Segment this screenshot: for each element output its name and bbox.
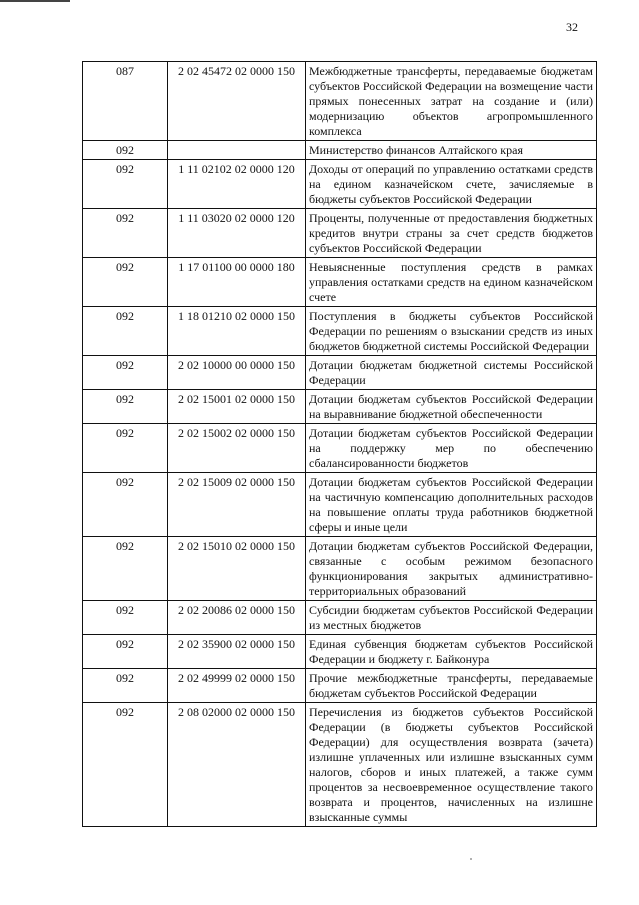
revenue-code-cell: 2 02 45472 02 0000 150: [168, 62, 306, 141]
revenue-code-cell: 2 02 15010 02 0000 150: [168, 537, 306, 601]
ministry-code-cell: 087: [83, 62, 168, 141]
table-row: [83, 390, 597, 424]
description-cell: Доходы от операций по управлению остатками средств на едином казначейском счете, зачисляемые в бюджеты субъектов Российской Федерации: [306, 160, 597, 209]
table-row: [83, 473, 597, 537]
page-number: 32: [566, 20, 578, 34]
revenue-code-cell: 1 18 01210 02 0000 150: [168, 307, 306, 356]
description-cell: Единая субвенция бюджетам субъектов Российской Федерации и бюджету г. Байконура: [306, 635, 597, 669]
ministry-code-cell: 092: [83, 669, 168, 703]
table-row: [83, 424, 597, 473]
ministry-code-cell: 092: [83, 160, 168, 209]
ministry-code-cell: 092: [83, 356, 168, 390]
description-cell: Дотации бюджетам субъектов Российской Федерации на выравнивание бюджетной обеспеченности: [306, 390, 597, 424]
budget-classification-table: [82, 61, 597, 827]
ministry-code-cell: 092: [83, 258, 168, 307]
table-row: [83, 635, 597, 669]
table-row: [83, 703, 597, 827]
table-row: [83, 209, 597, 258]
table-row: [83, 258, 597, 307]
ministry-code-cell: 092: [83, 703, 168, 827]
revenue-code-cell: [168, 141, 306, 160]
revenue-code-cell: 2 02 15009 02 0000 150: [168, 473, 306, 537]
table-row: [83, 141, 597, 160]
description-cell: Дотации бюджетам субъектов Российской Федерации на поддержку мер по обеспечению сбалансированности бюджетов: [306, 424, 597, 473]
description-cell: Дотации бюджетам бюджетной системы Российской Федерации: [306, 356, 597, 390]
description-cell: Межбюджетные трансферты, передаваемые бюджетам субъектов Российской Федерации на возмещение части прямых понесенных затрат на создание и (или) модернизацию объектов агропромышленного комплекса: [306, 62, 597, 141]
table-body: [83, 62, 597, 827]
scan-edge-mark: [0, 0, 70, 2]
description-cell: Субсидии бюджетам субъектов Российской Федерации из местных бюджетов: [306, 601, 597, 635]
table-row: [83, 601, 597, 635]
revenue-code-cell: 1 11 02102 02 0000 120: [168, 160, 306, 209]
description-cell: Дотации бюджетам субъектов Российской Федерации, связанные с особым режимом безопасного функционирования закрытых административно-территориальных образований: [306, 537, 597, 601]
table-row: [83, 356, 597, 390]
ministry-code-cell: 092: [83, 601, 168, 635]
ministry-code-cell: 092: [83, 635, 168, 669]
table-row: [83, 307, 597, 356]
ministry-code-cell: 092: [83, 424, 168, 473]
revenue-code-cell: 1 17 01100 00 0000 180: [168, 258, 306, 307]
ministry-code-cell: 092: [83, 141, 168, 160]
description-cell: Проценты, полученные от предоставления бюджетных кредитов внутри страны за счет средств бюджетов субъектов Российской Федерации: [306, 209, 597, 258]
revenue-code-cell: 1 11 03020 02 0000 120: [168, 209, 306, 258]
revenue-code-cell: 2 08 02000 02 0000 150: [168, 703, 306, 827]
description-cell: Перечисления из бюджетов субъектов Российской Федерации (в бюджеты субъектов Российской Федерации) для осуществления возврата (зачета) излишне уплаченных или излишне взысканных сумм налогов, сборов и иных платежей, а также сумм процентов за несвоевременное осуществление такого возврата и процентов, начисленных на излишне взысканные суммы: [306, 703, 597, 827]
description-cell: Невыясненные поступления средств в рамках управления остатками средств на едином казначейском счете: [306, 258, 597, 307]
scan-speck: [470, 858, 472, 860]
description-cell: Прочие межбюджетные трансферты, передаваемые бюджетам субъектов Российской Федерации: [306, 669, 597, 703]
ministry-code-cell: 092: [83, 209, 168, 258]
revenue-code-cell: 2 02 49999 02 0000 150: [168, 669, 306, 703]
description-cell: Министерство финансов Алтайского края: [306, 141, 597, 160]
description-cell: Поступления в бюджеты субъектов Российской Федерации по решениям о взыскании средств из иных бюджетов бюджетной системы Российской Федерации: [306, 307, 597, 356]
ministry-code-cell: 092: [83, 473, 168, 537]
revenue-code-cell: 2 02 15001 02 0000 150: [168, 390, 306, 424]
revenue-code-cell: 2 02 20086 02 0000 150: [168, 601, 306, 635]
ministry-code-cell: 092: [83, 390, 168, 424]
ministry-code-cell: 092: [83, 537, 168, 601]
revenue-code-cell: 2 02 35900 02 0000 150: [168, 635, 306, 669]
table-row: [83, 537, 597, 601]
table-row: [83, 62, 597, 141]
revenue-code-cell: 2 02 15002 02 0000 150: [168, 424, 306, 473]
description-cell: Дотации бюджетам субъектов Российской Федерации на частичную компенсацию дополнительных расходов на повышение оплаты труда работников бюджетной сферы и иные цели: [306, 473, 597, 537]
revenue-code-cell: 2 02 10000 00 0000 150: [168, 356, 306, 390]
ministry-code-cell: 092: [83, 307, 168, 356]
table-row: [83, 160, 597, 209]
table-row: [83, 669, 597, 703]
